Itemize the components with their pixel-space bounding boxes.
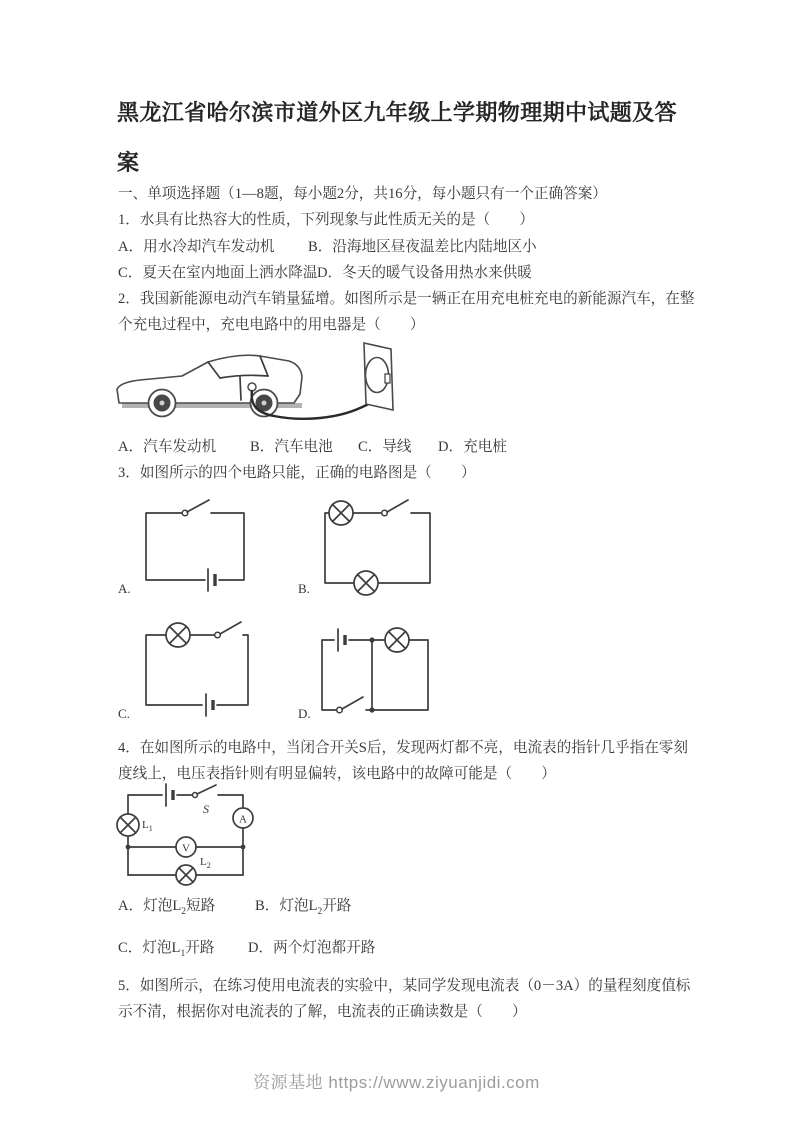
car-charging-figure [112,336,412,438]
q2-option-b: B．汽车电池 [250,439,333,455]
q4-stem-line1: 4．在如图所示的电路中，当闭合开关S后，发现两灯都不亮，电流表的指针几乎指在零刻 [118,740,688,756]
junction-dot [126,845,131,850]
circuit-a-label: A. [118,581,131,596]
q2-option-d: D．充电桩 [438,439,507,455]
switch-pivot-icon [215,632,221,638]
q3-stem: 3．如图所示的四个电路只能，正确的电路图是（ ） [118,465,476,481]
q3-circuits-figure [110,495,460,727]
circuit-b [298,500,430,596]
q4-stem-line2: 度线上，电压表指针则有明显偏转，该电路中的故障可能是（ ） [118,766,556,782]
rear-wheel-hub [262,401,267,406]
circuit-d-label: D. [298,706,311,721]
lamp-l2-label: $L_2$ [200,856,211,870]
voltmeter-label: V [182,842,190,855]
q1-option-c: C．夏天在室内地面上洒水降温 [118,265,318,281]
lamp-l1-label: $L_1$ [142,819,153,833]
front-wheel-hub [160,401,165,406]
q4-option-b: B．灯泡$L_2$开路 [255,898,352,917]
document-title-line2: 案 [117,150,140,175]
q1-option-b: B．沿海地区昼夜温差比内陆地区小 [308,239,537,255]
q4-option-c: C．灯泡$L_1$开路 [118,940,215,959]
switch-lever-icon [387,500,408,512]
switch-pivot-icon [337,707,343,713]
switch-pivot-icon [182,510,188,516]
switch-label: S [203,802,209,816]
switch-lever-icon [220,622,241,634]
q4-option-d: D．两个灯泡都开路 [248,940,376,956]
q1-option-a: A．用水冷却汽车发动机 [118,239,275,255]
junction-dot [369,707,374,712]
q5-stem-line2: 示不清，根据你对电流表的了解，电流表的正确读数是（ ） [118,1004,527,1020]
switch-lever-icon [187,500,209,512]
circuit-c-label: C. [118,706,130,721]
q5-stem-line1: 5．如图所示，在练习使用电流表的实验中，某同学发现电流表（0－3A）的量程刻度值标 [118,978,691,994]
q2-option-c: C．导线 [358,439,412,455]
circuit-a [118,500,244,596]
circuit-d [298,628,428,721]
q2-stem-line2: 个充电过程中，充电电路中的用电器是（ ） [118,317,425,333]
q4-circuit-figure [115,783,260,895]
section-header: 一、单项选择题（1—8题，每小题2分，共16分，每小题只有一个正确答案） [118,186,607,202]
switch-lever-icon [197,785,216,794]
switch-lever-icon [342,697,363,709]
car-door-line [240,377,241,400]
q4-option-a: A．灯泡$L_2$短路 [118,898,216,917]
ammeter-label: A [239,813,247,826]
q2-option-a: A．汽车发动机 [118,439,217,455]
document-title-line1: 黑龙江省哈尔滨市道外区九年级上学期物理期中试题及答 [117,100,678,125]
charge-port [248,383,256,391]
footer-watermark: 资源基地 https://www.ziyuanjidi.com [253,1073,540,1092]
q2-stem-line1: 2．我国新能源电动汽车销量猛增。如图所示是一辆正在用充电桩充电的新能源汽车，在整 [118,291,695,307]
switch-pivot-icon [382,510,388,516]
q1-option-d: D．冬天的暖气设备用热水来供暖 [317,265,532,281]
circuit-c [118,622,248,721]
socket-latch [385,374,390,383]
circuit-b-label: B. [298,581,310,596]
junction-dot [369,637,374,642]
q1-stem: 1．水具有比热容大的性质，下列现象与此性质无关的是（ ） [118,212,534,228]
junction-dot [241,845,246,850]
